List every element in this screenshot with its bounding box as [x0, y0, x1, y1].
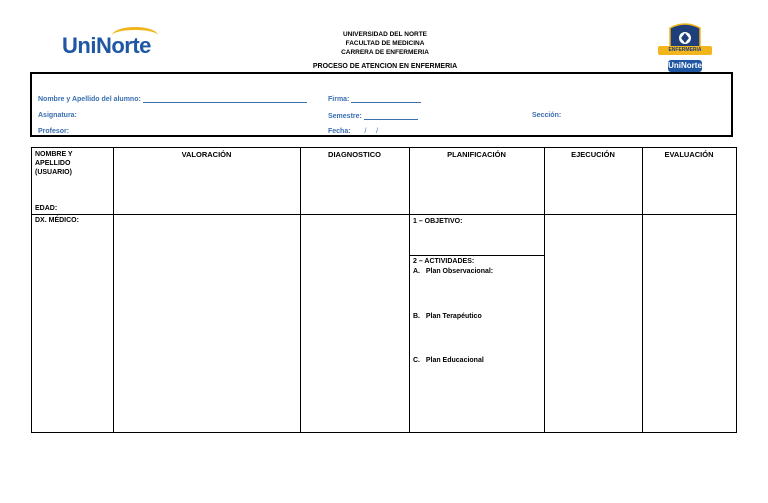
semester-field[interactable]	[328, 112, 418, 120]
semester-label: Semestre:	[328, 113, 362, 120]
process-title: PROCESO DE ATENCION EN ENFERMERIA	[312, 63, 458, 70]
signature-line[interactable]	[351, 95, 421, 103]
logo-text: UniNorte	[62, 33, 151, 58]
objective-label: 1 – OBJETIVO:	[413, 218, 463, 225]
signature-field[interactable]	[328, 95, 421, 103]
section-field[interactable]	[532, 112, 561, 119]
faculty-name: FACULTAD DE MEDICINA	[345, 40, 425, 47]
section-label: Sección:	[532, 112, 562, 119]
signature-label: Firma:	[328, 96, 350, 103]
university-name: UNIVERSIDAD DEL NORTE	[342, 31, 428, 38]
logo-enfermeria-right	[656, 22, 714, 74]
header-evaluacion: EVALUACIÓN	[664, 150, 714, 159]
subject-label: Asignatura:	[38, 112, 77, 119]
institution-header	[300, 30, 470, 57]
subject-field[interactable]	[38, 112, 77, 119]
logo-unionorte-left	[62, 33, 151, 59]
professor-label: Profesor:	[38, 128, 70, 135]
header-name	[35, 150, 73, 177]
header-planificacion: PLANIFICACIÓN	[447, 150, 506, 159]
logo-swoosh	[112, 27, 158, 44]
header-diagnostico: DIAGNOSTICO	[328, 150, 381, 159]
plan-a-label: A. Plan Observacional:	[413, 268, 494, 275]
career-name: CARRERA DE ENFERMERIA	[341, 49, 429, 56]
header-name-l3: (USUARIO)	[35, 169, 72, 176]
header-valoracion: VALORACIÓN	[181, 150, 232, 159]
logo-banner-text: ENFERMERIA	[668, 47, 702, 53]
plan-c-label: C. Plan Educacional	[413, 357, 484, 364]
header-ejecucion: EJECUCIÓN	[571, 150, 615, 159]
date-label: Fecha:	[328, 128, 351, 135]
professor-field[interactable]	[38, 128, 69, 135]
date-field[interactable]	[328, 128, 378, 135]
semester-line[interactable]	[364, 112, 418, 120]
student-info-box	[30, 72, 733, 137]
student-name-field[interactable]	[38, 95, 307, 103]
activities-label: 2 – ACTIVIDADES:	[413, 258, 475, 265]
date-placeholder: / /	[364, 128, 379, 135]
age-label: EDAD:	[35, 205, 58, 212]
logo-right-text: UniNorte	[668, 61, 702, 70]
plan-b-label: B. Plan Terapéutico	[413, 313, 482, 320]
student-name-line[interactable]	[143, 95, 307, 103]
header-name-l1: NOMBRE Y	[35, 151, 73, 158]
dx-label: DX. MÉDICO:	[35, 217, 79, 224]
header-name-l2: APELLIDO	[35, 160, 71, 167]
nursing-care-table	[31, 147, 737, 433]
student-name-label: Nombre y Apellido del alumno:	[38, 96, 141, 103]
